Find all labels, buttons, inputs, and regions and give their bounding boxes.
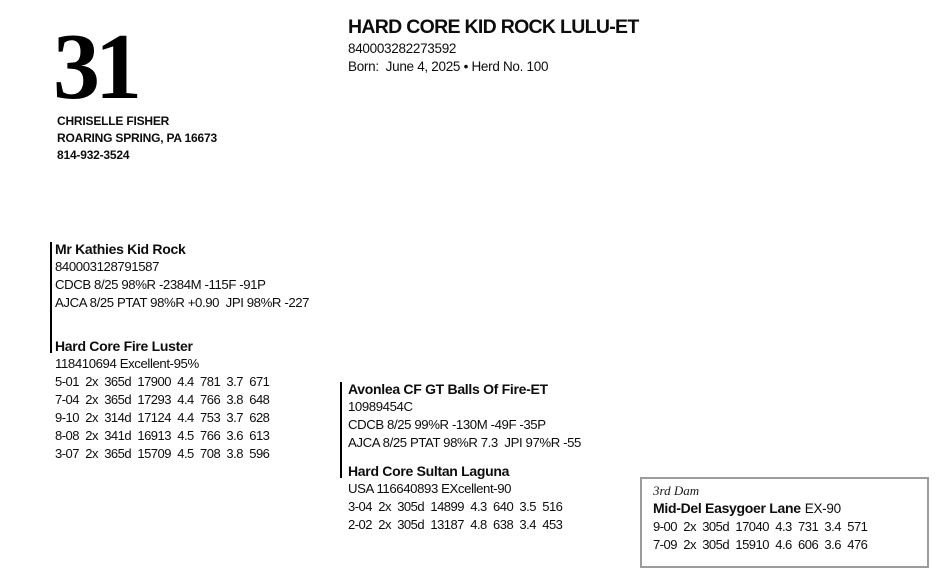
dam-lactation-record: 9-10 2x 314d 17124 4.4 753 3.7 628 (55, 410, 270, 425)
maternal-sire-block (348, 380, 581, 452)
sire-eval-ajca: AJCA 8/25 PTAT 98%R +0.90 JPI 98%R -227 (55, 295, 310, 310)
sire-block (55, 240, 309, 312)
animal-born-line: Born: June 4, 2025 • Herd No. 100 (348, 59, 549, 74)
animal-header (348, 14, 639, 76)
consignor-phone: 814-932-3524 (57, 148, 130, 162)
third-dam-label: 3rd Dam (653, 483, 700, 498)
sire-reg-id: 840003128791587 (55, 259, 160, 274)
dam-name: Hard Core Fire Luster (55, 338, 193, 354)
dam-id-line: 118410694 Excellent-95% (55, 356, 199, 371)
second-dam-lactation-record: 2-02 2x 305d 13187 4.8 638 3.4 453 (348, 517, 563, 532)
dam-lactation-record: 7-04 2x 365d 17293 4.4 766 3.8 648 (55, 392, 270, 407)
dam-lactation-record: 8-08 2x 341d 16913 4.5 766 3.6 613 (55, 428, 270, 443)
second-dam-name: Hard Core Sultan Laguna (348, 463, 510, 479)
maternal-sire-name: Avonlea CF GT Balls Of Fire-ET (348, 381, 548, 397)
third-dam-name: Mid-Del Easygoer Lane (653, 500, 801, 516)
consignor-name: CHRISELLE FISHER (57, 114, 170, 128)
third-dam-score: EX-90 (804, 501, 841, 516)
pedigree-bracket-maternal-sire (340, 382, 342, 478)
sire-name: Mr Kathies Kid Rock (55, 241, 186, 257)
third-dam-name-line (653, 499, 919, 518)
maternal-sire-eval-ajca: AJCA 8/25 PTAT 98%R 7.3 JPI 97%R -55 (348, 435, 581, 450)
consignor-address: ROARING SPRING, PA 16673 (57, 131, 217, 145)
dam-block (55, 337, 269, 463)
lot-number: 31 (53, 15, 137, 119)
consignor-block (57, 113, 217, 164)
animal-name: HARD CORE KID ROCK LULU-ET (348, 16, 639, 38)
maternal-sire-eval-cdcb: CDCB 8/25 99%R -130M -49F -35P (348, 417, 546, 432)
animal-reg-id: 840003282273592 (348, 41, 457, 56)
second-dam-id-line: USA 116640893 EXcellent-90 (348, 481, 512, 496)
second-dam-block (348, 462, 562, 534)
maternal-sire-reg-id: 10989454C (348, 399, 413, 414)
dam-lactation-record: 5-01 2x 365d 17900 4.4 781 3.7 671 (55, 374, 270, 389)
pedigree-bracket-sire (50, 242, 52, 353)
third-dam-box (640, 477, 929, 568)
third-dam-lactation-record: 7-09 2x 305d 15910 4.6 606 3.6 476 (653, 537, 868, 552)
sire-eval-cdcb: CDCB 8/25 98%R -2384M -115F -91P (55, 277, 266, 292)
second-dam-lactation-record: 3-04 2x 305d 14899 4.3 640 3.5 516 (348, 499, 563, 514)
third-dam-lactation-record: 9-00 2x 305d 17040 4.3 731 3.4 571 (653, 519, 868, 534)
dam-lactation-record: 3-07 2x 365d 15709 4.5 708 3.8 596 (55, 446, 270, 461)
